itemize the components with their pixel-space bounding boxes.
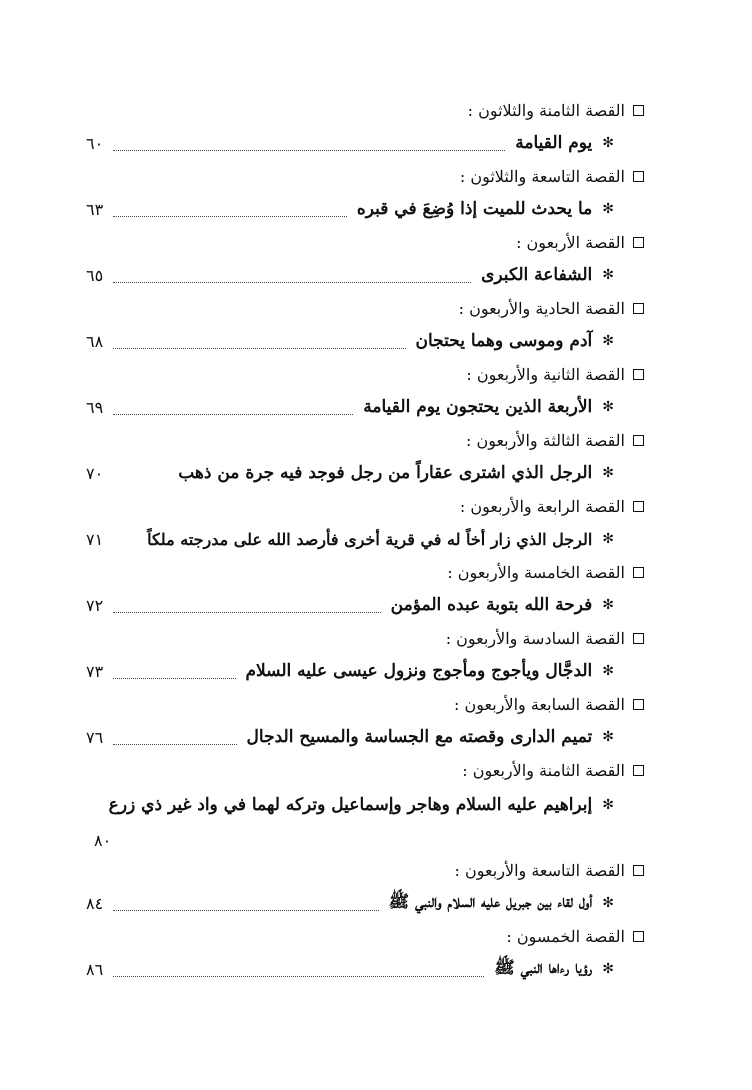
checkbox-square-icon bbox=[633, 699, 644, 710]
topic-title: ما يحدث للميت إذا وُضِعَ في قبره bbox=[356, 199, 593, 219]
story-heading bbox=[86, 624, 644, 652]
asterisk-icon: ✻ bbox=[602, 201, 614, 217]
topic-title: الرجل الذي زار أخاً له في قرية أخرى فأرصد الله على مدرجته ملكاً bbox=[147, 529, 593, 549]
story-heading bbox=[86, 922, 644, 950]
page-number: ٧١ bbox=[86, 529, 104, 549]
dot-leader bbox=[113, 215, 347, 217]
story-heading bbox=[86, 360, 644, 388]
dot-leader bbox=[113, 546, 137, 547]
checkbox-square-icon bbox=[633, 633, 644, 644]
toc-entry[interactable] bbox=[86, 322, 644, 360]
page-number: ٨٠ bbox=[94, 831, 112, 850]
topic-title: رؤيا رءاها النبي ﷺ bbox=[494, 957, 593, 978]
asterisk-icon: ✻ bbox=[602, 531, 614, 547]
page-number: ٨٦ bbox=[86, 959, 104, 979]
dot-leader bbox=[113, 149, 505, 151]
toc-entry[interactable] bbox=[86, 950, 644, 988]
topic-title: الشفاعة الكبرى bbox=[481, 265, 593, 285]
toc-entry[interactable] bbox=[86, 884, 644, 922]
asterisk-icon: ✻ bbox=[602, 465, 614, 481]
story-heading bbox=[86, 426, 644, 454]
dot-leader bbox=[113, 480, 168, 481]
story-label: القصة السادسة والأربعون : bbox=[445, 628, 625, 648]
dot-leader bbox=[113, 611, 380, 613]
story-label: القصة السابعة والأربعون : bbox=[454, 694, 625, 714]
topic-title: آدم وموسى وهما يحتجان bbox=[415, 331, 593, 351]
checkbox-square-icon bbox=[633, 237, 644, 248]
asterisk-icon: ✻ bbox=[602, 961, 614, 977]
checkbox-square-icon bbox=[633, 567, 644, 578]
checkbox-square-icon bbox=[633, 865, 644, 876]
asterisk-icon: ✻ bbox=[602, 597, 614, 613]
page-number: ٦٥ bbox=[86, 265, 104, 285]
checkbox-square-icon bbox=[633, 435, 644, 446]
checkbox-square-icon bbox=[633, 303, 644, 314]
asterisk-icon: ✻ bbox=[602, 135, 614, 151]
page-number: ٧٢ bbox=[86, 595, 104, 615]
page-number: ٦٨ bbox=[86, 331, 104, 351]
page-number: ٨٤ bbox=[86, 893, 104, 913]
page-number: ٧٣ bbox=[86, 661, 104, 681]
toc-entry[interactable] bbox=[86, 256, 644, 294]
asterisk-icon: ✻ bbox=[602, 333, 614, 349]
dot-leader bbox=[113, 743, 236, 745]
page-number-wrapped bbox=[86, 826, 644, 856]
toc-entry[interactable] bbox=[86, 784, 644, 826]
topic-title: الرجل الذي اشترى عقاراً من رجل فوجد فيه جرة من ذهب bbox=[178, 463, 593, 483]
story-heading bbox=[86, 294, 644, 322]
table-of-contents bbox=[86, 96, 644, 988]
dot-leader bbox=[113, 677, 235, 679]
checkbox-square-icon bbox=[633, 369, 644, 380]
toc-entry[interactable] bbox=[86, 190, 644, 228]
dot-leader bbox=[113, 413, 353, 415]
story-heading bbox=[86, 690, 644, 718]
story-heading bbox=[86, 756, 644, 784]
story-label: القصة الثامنة والثلاثون : bbox=[467, 100, 625, 120]
story-label: القصة الخامسة والأربعون : bbox=[447, 562, 625, 582]
topic-title: يوم القيامة bbox=[515, 133, 593, 153]
story-heading bbox=[86, 96, 644, 124]
dot-leader bbox=[113, 347, 405, 349]
story-heading bbox=[86, 492, 644, 520]
topic-title: إبراهيم عليه السلام وهاجر وإسماعيل وتركه لهما في واد غير ذي زرع bbox=[108, 795, 593, 815]
story-heading bbox=[86, 162, 644, 190]
toc-entry[interactable] bbox=[86, 586, 644, 624]
checkbox-square-icon bbox=[633, 171, 644, 182]
toc-entry[interactable] bbox=[86, 520, 644, 558]
story-label: القصة الحادية والأربعون : bbox=[458, 298, 625, 318]
dot-leader bbox=[113, 975, 484, 977]
asterisk-icon: ✻ bbox=[602, 729, 614, 745]
story-heading bbox=[86, 228, 644, 256]
page-number: ٧٠ bbox=[86, 463, 104, 483]
asterisk-icon: ✻ bbox=[602, 895, 614, 911]
story-label: القصة الخمسون : bbox=[506, 926, 625, 946]
page-number: ٦٣ bbox=[86, 199, 104, 219]
asterisk-icon: ✻ bbox=[602, 663, 614, 679]
toc-entry[interactable] bbox=[86, 124, 644, 162]
topic-title: فرحة الله بتوبة عبده المؤمن bbox=[390, 595, 593, 615]
asterisk-icon: ✻ bbox=[602, 267, 614, 283]
topic-title: الدجَّال ويأجوج ومأجوج ونزول عيسى عليه السلام bbox=[245, 661, 593, 681]
checkbox-square-icon bbox=[633, 931, 644, 942]
topic-title: أول لقاء بين جبريل عليه السلام والنبي ﷺ bbox=[388, 891, 593, 912]
page-number: ٦٠ bbox=[86, 133, 104, 153]
topic-title: تميم الدارى وقصته مع الجساسة والمسيح الدجال bbox=[246, 727, 593, 747]
page-number: ٦٩ bbox=[86, 397, 104, 417]
story-label: القصة التاسعة والثلاثون : bbox=[459, 166, 625, 186]
toc-entry[interactable] bbox=[86, 388, 644, 426]
checkbox-square-icon bbox=[633, 501, 644, 512]
checkbox-square-icon bbox=[633, 105, 644, 116]
story-label: القصة الأربعون : bbox=[516, 232, 625, 252]
story-heading bbox=[86, 558, 644, 586]
story-label: القصة الثانية والأربعون : bbox=[466, 364, 625, 384]
story-heading bbox=[86, 856, 644, 884]
story-label: القصة الثامنة والأربعون : bbox=[462, 760, 625, 780]
topic-title: الأربعة الذين يحتجون يوم القيامة bbox=[363, 397, 593, 417]
checkbox-square-icon bbox=[633, 765, 644, 776]
dot-leader bbox=[113, 281, 471, 283]
story-label: القصة الرابعة والأربعون : bbox=[459, 496, 625, 516]
asterisk-icon: ✻ bbox=[602, 399, 614, 415]
story-label: القصة الثالثة والأربعون : bbox=[465, 430, 625, 450]
toc-entry[interactable] bbox=[86, 454, 644, 492]
dot-leader bbox=[113, 909, 378, 911]
toc-entry[interactable] bbox=[86, 718, 644, 756]
toc-entry[interactable] bbox=[86, 652, 644, 690]
asterisk-icon: ✻ bbox=[602, 797, 614, 813]
page-number: ٧٦ bbox=[86, 727, 104, 747]
story-label: القصة التاسعة والأربعون : bbox=[454, 860, 625, 880]
